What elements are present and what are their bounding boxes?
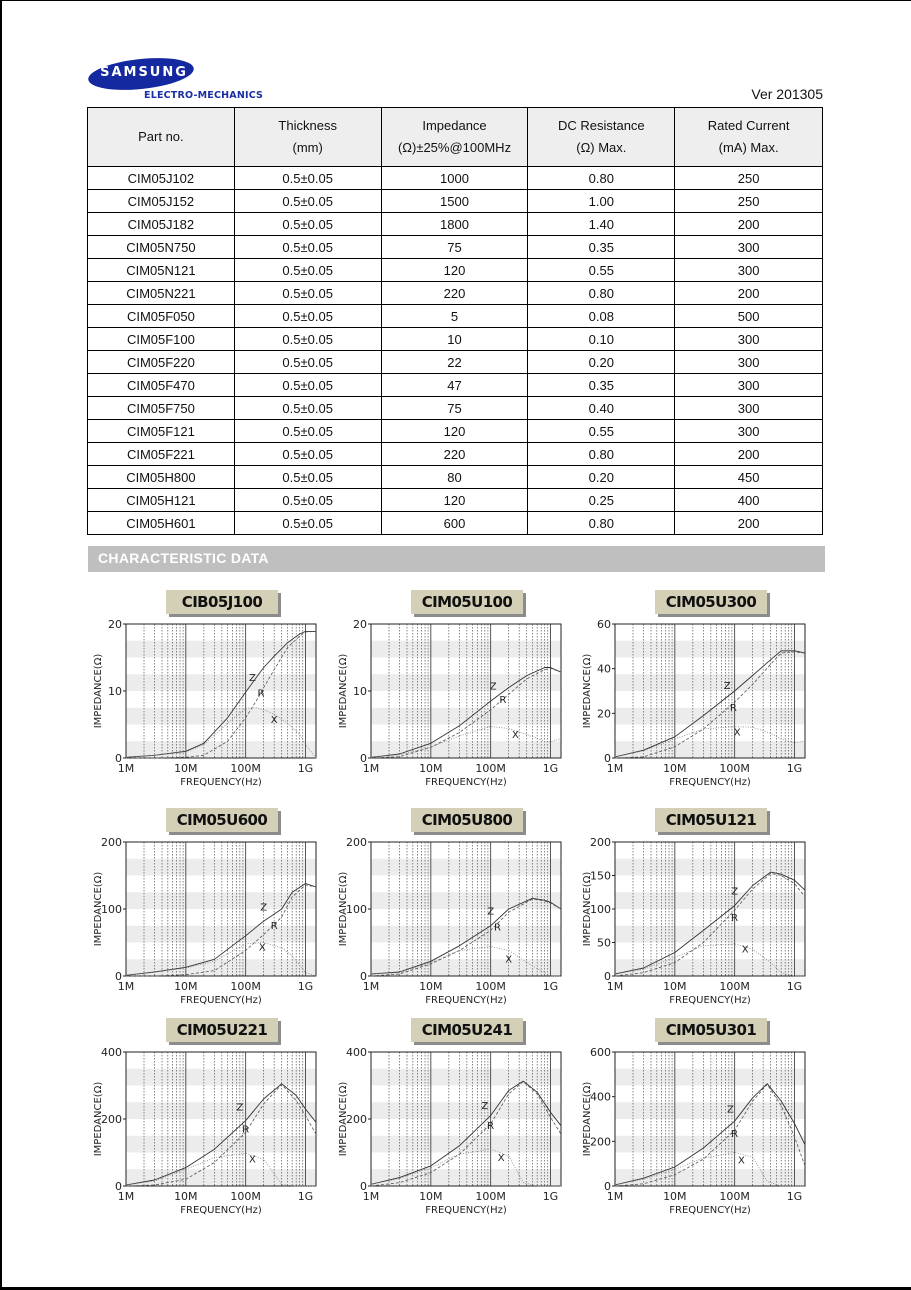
x-tick-label: 1G <box>786 762 803 775</box>
y-axis-label: IMPEDANCE(Ω) <box>93 1081 104 1157</box>
grid-band <box>371 1136 561 1153</box>
cell-rated-current: 200 <box>675 443 823 466</box>
table-row <box>88 259 823 282</box>
chart-cim05u100 <box>333 590 578 805</box>
series-label-x: X <box>733 727 741 739</box>
x-tick-label: 1M <box>362 1190 380 1203</box>
impedance-chart <box>88 1046 333 1236</box>
cell-thickness: 0.5±0.05 <box>234 190 381 213</box>
grid-band <box>126 959 316 976</box>
cell-rated-current: 300 <box>675 236 823 259</box>
series-label-x: X <box>512 729 519 741</box>
grid-band <box>371 959 561 976</box>
x-tick-label: 1M <box>606 762 624 775</box>
chart-title: CIM05U221 <box>166 1018 278 1042</box>
chart-title: CIB05J100 <box>166 590 278 614</box>
cell-impedance: 1500 <box>381 190 528 213</box>
cell-impedance: 120 <box>381 489 528 512</box>
x-tick-label: 1M <box>606 1190 624 1203</box>
grid-band <box>615 1169 805 1186</box>
cell-impedance: 10 <box>381 328 528 351</box>
grid-band <box>126 1169 316 1186</box>
x-tick-label: 100M <box>230 980 261 993</box>
series-label-z: Z <box>487 906 495 918</box>
cell-thickness: 0.5±0.05 <box>234 351 381 374</box>
header-line1: Thickness <box>278 118 337 133</box>
cell-rated-current: 450 <box>675 466 823 489</box>
cell-rated-current: 500 <box>675 305 823 328</box>
cell-impedance: 75 <box>381 397 528 420</box>
y-tick-label: 0 <box>360 752 367 765</box>
y-tick-label: 200 <box>590 836 611 849</box>
cell-dc-resistance: 0.08 <box>528 305 675 328</box>
cell-dc-resistance: 0.40 <box>528 397 675 420</box>
x-tick-label: 1G <box>297 1190 314 1203</box>
table-row <box>88 190 823 213</box>
chart-title: CIM05U301 <box>655 1018 767 1042</box>
impedance-chart <box>333 1046 578 1236</box>
table-row <box>88 374 823 397</box>
x-tick-label: 1M <box>117 1190 135 1203</box>
x-tick-label: 1G <box>542 980 559 993</box>
y-tick-label: 0 <box>360 1180 367 1193</box>
y-tick-label: 100 <box>346 903 367 916</box>
table-row <box>88 466 823 489</box>
cell-rated-current: 300 <box>675 397 823 420</box>
x-tick-label: 1M <box>117 762 135 775</box>
series-label-r: R <box>729 703 737 715</box>
column-header-impedance <box>381 108 528 167</box>
cell-rated-current: 250 <box>675 167 823 190</box>
x-tick-label: 10M <box>419 1190 443 1203</box>
x-tick-label: 1M <box>117 980 135 993</box>
series-label-r: R <box>499 695 507 707</box>
series-label-z: Z <box>731 886 739 898</box>
x-tick-label: 100M <box>230 762 261 775</box>
cell-dc-resistance: 0.80 <box>528 282 675 305</box>
cell-dc-resistance: 0.80 <box>528 167 675 190</box>
grid-band <box>371 926 561 943</box>
grid-band <box>371 741 561 758</box>
y-tick-label: 0 <box>604 1180 611 1193</box>
table-row <box>88 420 823 443</box>
x-tick-label: 1G <box>297 762 314 775</box>
cell-rated-current: 200 <box>675 213 823 236</box>
y-axis-label: IMPEDANCE(Ω) <box>582 871 593 947</box>
cell-part-no: CIM05N750 <box>88 236 235 259</box>
cell-thickness: 0.5±0.05 <box>234 397 381 420</box>
table-row <box>88 167 823 190</box>
chart-cim05u300 <box>577 590 822 805</box>
series-label-x: X <box>249 1154 256 1166</box>
impedance-chart <box>577 1046 822 1236</box>
cell-dc-resistance: 0.55 <box>528 420 675 443</box>
chart-cim05u221 <box>88 1018 333 1233</box>
chart-cim05u301 <box>577 1018 822 1233</box>
series-label-z: Z <box>726 1104 734 1116</box>
impedance-chart <box>88 836 333 1026</box>
x-axis-label: FREQUENCY(Hz) <box>180 995 262 1006</box>
x-axis-label: FREQUENCY(Hz) <box>180 777 262 788</box>
cell-part-no: CIM05N121 <box>88 259 235 282</box>
x-tick-label: 10M <box>663 980 687 993</box>
chart-title: CIM05U121 <box>655 808 767 832</box>
cell-impedance: 1000 <box>381 167 528 190</box>
cell-thickness: 0.5±0.05 <box>234 167 381 190</box>
series-label-x: X <box>270 715 278 727</box>
cell-dc-resistance: 0.80 <box>528 443 675 466</box>
x-axis-label: FREQUENCY(Hz) <box>425 1205 507 1216</box>
header-line2: (mm) <box>292 140 323 155</box>
y-tick-label: 200 <box>590 1135 611 1149</box>
header-line1: Impedance <box>422 118 487 133</box>
x-tick-label: 10M <box>663 762 687 775</box>
y-tick-label: 400 <box>590 1090 611 1104</box>
cell-thickness: 0.5±0.05 <box>234 443 381 466</box>
logo-subtitle: ELECTRO-MECHANICS <box>144 90 264 101</box>
series-label-r: R <box>242 1124 250 1136</box>
series-label-z: Z <box>236 1102 244 1114</box>
cell-impedance: 1800 <box>381 213 528 236</box>
cell-rated-current: 300 <box>675 328 823 351</box>
cell-impedance: 80 <box>381 466 528 489</box>
header-line2: (mA) Max. <box>718 140 779 155</box>
table-row <box>88 213 823 236</box>
column-header-rated-current <box>675 108 823 167</box>
x-tick-label: 100M <box>719 980 750 993</box>
y-tick-label: 0 <box>360 970 367 983</box>
y-tick-label: 200 <box>101 836 122 849</box>
cell-part-no: CIM05F470 <box>88 374 235 397</box>
y-tick-label: 150 <box>590 869 611 883</box>
cell-thickness: 0.5±0.05 <box>234 420 381 443</box>
chart-cim05u241 <box>333 1018 578 1233</box>
y-tick-label: 0 <box>604 752 611 765</box>
x-tick-label: 1M <box>606 980 624 993</box>
table-row <box>88 282 823 305</box>
impedance-chart <box>577 836 822 1026</box>
chart-title: CIM05U800 <box>411 808 523 832</box>
y-tick-label: 600 <box>590 1046 611 1059</box>
x-tick-label: 10M <box>174 762 198 775</box>
y-tick-label: 20 <box>597 707 611 721</box>
samsung-logo <box>88 56 273 104</box>
table-row <box>88 305 823 328</box>
grid-band <box>615 741 805 758</box>
column-header-thickness <box>234 108 381 167</box>
cell-dc-resistance: 0.35 <box>528 236 675 259</box>
cell-thickness: 0.5±0.05 <box>234 259 381 282</box>
y-tick-label: 60 <box>597 618 611 631</box>
x-axis-label: FREQUENCY(Hz) <box>180 1205 262 1216</box>
cell-dc-resistance: 0.20 <box>528 351 675 374</box>
series-label-z: Z <box>489 681 497 693</box>
chart-cim05u800 <box>333 808 578 1023</box>
section-header-characteristic-data <box>88 546 825 572</box>
cell-rated-current: 300 <box>675 420 823 443</box>
cell-thickness: 0.5±0.05 <box>234 328 381 351</box>
y-axis-label: IMPEDANCE(Ω) <box>338 1081 349 1157</box>
y-tick-label: 0 <box>604 970 611 983</box>
cell-dc-resistance: 0.35 <box>528 374 675 397</box>
impedance-chart <box>333 618 578 808</box>
chart-title: CIM05U300 <box>655 590 767 614</box>
y-tick-label: 200 <box>101 1113 122 1126</box>
series-label-z: Z <box>249 672 256 684</box>
x-axis-label: FREQUENCY(Hz) <box>669 777 751 788</box>
cell-rated-current: 300 <box>675 351 823 374</box>
section-title: CHARACTERISTIC DATA <box>98 550 269 566</box>
y-tick-label: 10 <box>108 685 122 698</box>
table-row <box>88 351 823 374</box>
y-tick-label: 0 <box>115 752 122 765</box>
cell-dc-resistance: 1.40 <box>528 213 675 236</box>
grid-band <box>371 708 561 725</box>
cell-thickness: 0.5±0.05 <box>234 512 381 535</box>
chart-cib05j100 <box>88 590 333 805</box>
cell-dc-resistance: 0.10 <box>528 328 675 351</box>
cell-part-no: CIM05F121 <box>88 420 235 443</box>
cell-part-no: CIM05F750 <box>88 397 235 420</box>
grid-band <box>615 1136 805 1153</box>
series-label-r: R <box>257 688 265 700</box>
x-tick-label: 1G <box>542 762 559 775</box>
header-line2: (Ω)±25%@100MHz <box>397 140 512 155</box>
cell-dc-resistance: 0.20 <box>528 466 675 489</box>
y-tick-label: 20 <box>108 618 122 631</box>
cell-impedance: 220 <box>381 443 528 466</box>
x-tick-label: 100M <box>719 762 750 775</box>
grid-band <box>126 1136 316 1153</box>
y-axis-label: IMPEDANCE(Ω) <box>338 653 349 729</box>
cell-rated-current: 250 <box>675 190 823 213</box>
header-line2: (Ω) Max. <box>576 140 627 155</box>
cell-part-no: CIM05F100 <box>88 328 235 351</box>
cell-thickness: 0.5±0.05 <box>234 466 381 489</box>
cell-part-no: CIM05N221 <box>88 282 235 305</box>
y-tick-label: 20 <box>353 618 367 631</box>
x-axis-label: FREQUENCY(Hz) <box>669 1205 751 1216</box>
cell-thickness: 0.5±0.05 <box>234 236 381 259</box>
series-label-x: X <box>505 954 513 966</box>
y-tick-label: 0 <box>115 970 122 983</box>
x-axis-label: FREQUENCY(Hz) <box>425 995 507 1006</box>
table-row <box>88 328 823 351</box>
series-label-x: X <box>497 1152 505 1164</box>
x-axis-label: FREQUENCY(Hz) <box>669 995 751 1006</box>
logo-brand: SAMSUNG <box>100 65 188 80</box>
x-tick-label: 1G <box>786 1190 803 1203</box>
chart-cim05u121 <box>577 808 822 1023</box>
y-axis-label: IMPEDANCE(Ω) <box>93 653 104 729</box>
cell-part-no: CIM05J182 <box>88 213 235 236</box>
cell-part-no: CIM05J152 <box>88 190 235 213</box>
impedance-chart <box>577 618 822 808</box>
cell-impedance: 75 <box>381 236 528 259</box>
cell-thickness: 0.5±0.05 <box>234 282 381 305</box>
column-header-dc-resistance <box>528 108 675 167</box>
grid-band <box>126 708 316 725</box>
y-tick-label: 10 <box>353 685 367 698</box>
y-tick-label: 50 <box>597 936 611 950</box>
cell-part-no: CIM05H121 <box>88 489 235 512</box>
table-header-row <box>88 108 823 167</box>
x-tick-label: 10M <box>419 762 443 775</box>
series-label-r: R <box>270 921 278 933</box>
series-label-x: X <box>738 1155 745 1167</box>
y-axis-label: IMPEDANCE(Ω) <box>582 1081 593 1157</box>
table-row <box>88 443 823 466</box>
cell-impedance: 600 <box>381 512 528 535</box>
x-axis-label: FREQUENCY(Hz) <box>425 777 507 788</box>
cell-dc-resistance: 0.80 <box>528 512 675 535</box>
impedance-chart <box>333 836 578 1026</box>
y-axis-label: IMPEDANCE(Ω) <box>582 653 593 729</box>
series-label-r: R <box>493 922 501 934</box>
table-row <box>88 489 823 512</box>
y-tick-label: 100 <box>101 903 122 916</box>
chart-title: CIM05U241 <box>411 1018 523 1042</box>
cell-part-no: CIM05F050 <box>88 305 235 328</box>
x-tick-label: 10M <box>174 1190 198 1203</box>
grid-band <box>615 926 805 943</box>
cell-impedance: 220 <box>381 282 528 305</box>
cell-part-no: CIM05H800 <box>88 466 235 489</box>
cell-thickness: 0.5±0.05 <box>234 489 381 512</box>
table-row <box>88 397 823 420</box>
cell-impedance: 22 <box>381 351 528 374</box>
x-tick-label: 100M <box>475 762 506 775</box>
x-tick-label: 10M <box>663 1190 687 1203</box>
series-label-z: Z <box>723 680 731 692</box>
y-tick-label: 40 <box>597 662 611 676</box>
x-tick-label: 100M <box>719 1190 750 1203</box>
series-label-z: Z <box>481 1100 489 1112</box>
version-label: Ver 201305 <box>751 86 823 102</box>
cell-thickness: 0.5±0.05 <box>234 213 381 236</box>
table-row <box>88 512 823 535</box>
y-tick-label: 200 <box>346 1113 367 1126</box>
y-axis-label: IMPEDANCE(Ω) <box>93 871 104 947</box>
spec-table-body <box>88 167 823 535</box>
series-label-z: Z <box>260 902 268 914</box>
cell-rated-current: 300 <box>675 374 823 397</box>
series-label-x: X <box>258 942 266 954</box>
header-line1: Part no. <box>138 129 184 144</box>
x-tick-label: 1G <box>297 980 314 993</box>
x-tick-label: 10M <box>419 980 443 993</box>
x-tick-label: 1G <box>542 1190 559 1203</box>
cell-part-no: CIM05J102 <box>88 167 235 190</box>
grid-band <box>126 926 316 943</box>
cell-rated-current: 400 <box>675 489 823 512</box>
x-tick-label: 100M <box>475 1190 506 1203</box>
x-tick-label: 100M <box>230 1190 261 1203</box>
spec-table <box>87 107 823 535</box>
cell-impedance: 120 <box>381 420 528 443</box>
x-tick-label: 1G <box>786 980 803 993</box>
x-tick-label: 100M <box>475 980 506 993</box>
cell-dc-resistance: 0.25 <box>528 489 675 512</box>
y-tick-label: 0 <box>115 1180 122 1193</box>
cell-dc-resistance: 0.55 <box>528 259 675 282</box>
y-tick-label: 400 <box>101 1046 122 1059</box>
series-line-z <box>371 1081 561 1184</box>
impedance-chart <box>88 618 333 808</box>
cell-impedance: 5 <box>381 305 528 328</box>
chart-cim05u600 <box>88 808 333 1023</box>
cell-dc-resistance: 1.00 <box>528 190 675 213</box>
table-row <box>88 236 823 259</box>
header-line1: DC Resistance <box>557 118 645 133</box>
cell-thickness: 0.5±0.05 <box>234 305 381 328</box>
x-tick-label: 1M <box>362 980 380 993</box>
chart-title: CIM05U600 <box>166 808 278 832</box>
series-label-r: R <box>731 913 739 925</box>
cell-rated-current: 200 <box>675 512 823 535</box>
x-tick-label: 1M <box>362 762 380 775</box>
cell-part-no: CIM05F220 <box>88 351 235 374</box>
cell-impedance: 47 <box>381 374 528 397</box>
chart-title: CIM05U100 <box>411 590 523 614</box>
y-tick-label: 400 <box>346 1046 367 1059</box>
y-axis-label: IMPEDANCE(Ω) <box>338 871 349 947</box>
column-header-part-no <box>88 108 235 167</box>
cell-rated-current: 300 <box>675 259 823 282</box>
x-tick-label: 10M <box>174 980 198 993</box>
cell-thickness: 0.5±0.05 <box>234 374 381 397</box>
cell-part-no: CIM05F221 <box>88 443 235 466</box>
cell-impedance: 120 <box>381 259 528 282</box>
series-label-x: X <box>741 944 749 956</box>
y-tick-label: 100 <box>590 903 611 916</box>
header-line1: Rated Current <box>707 118 790 133</box>
cell-part-no: CIM05H601 <box>88 512 235 535</box>
cell-rated-current: 200 <box>675 282 823 305</box>
series-label-r: R <box>487 1121 495 1133</box>
y-tick-label: 200 <box>346 836 367 849</box>
series-label-r: R <box>731 1128 739 1140</box>
